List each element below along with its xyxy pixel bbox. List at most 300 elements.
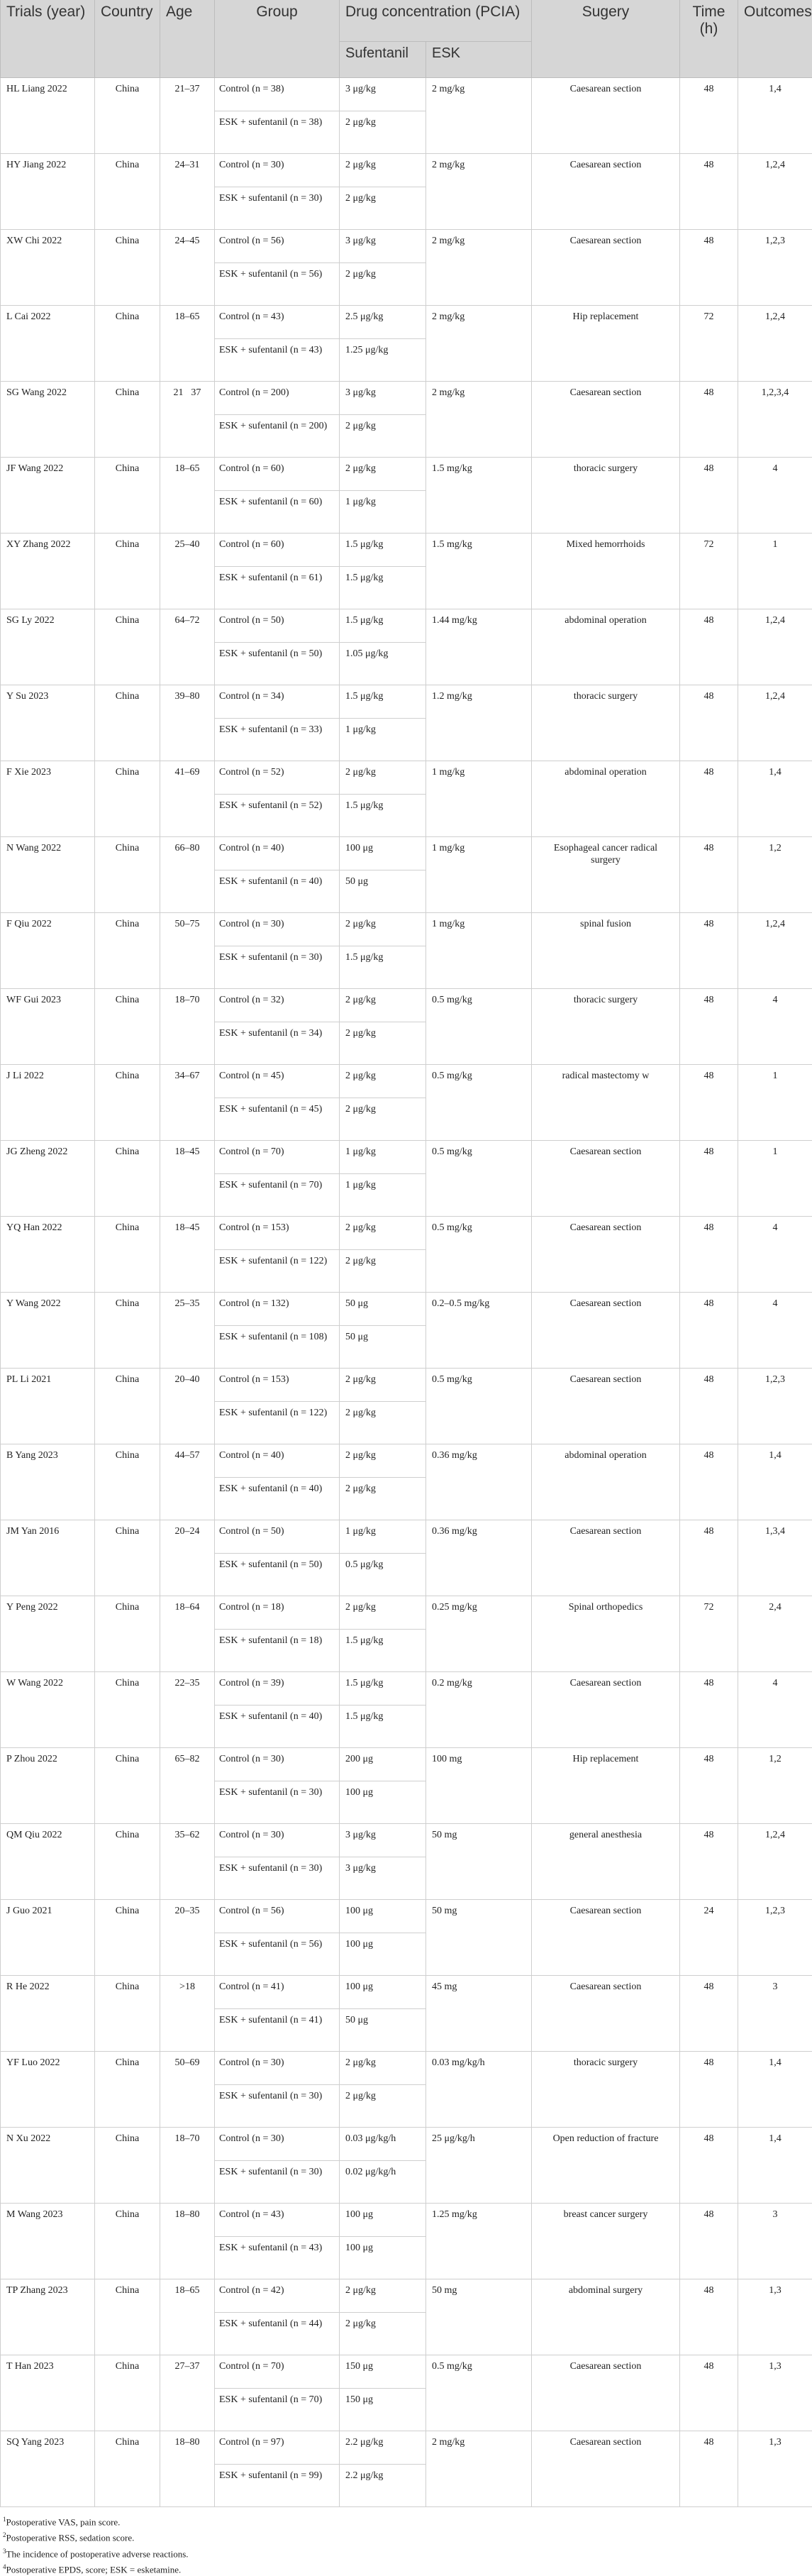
trial-name-cell: B Yang 2023 (1, 1444, 95, 1520)
time-cell: 48 (680, 382, 738, 458)
outcomes-cell: 1,2 (738, 837, 812, 913)
age-cell: 35–62 (160, 1824, 215, 1900)
sufentanil-control-cell: 2 μg/kg (340, 2279, 426, 2313)
footnotes (0, 2507, 812, 2576)
esk-group-cell: ESK + sufentanil (n = 122) (215, 1250, 340, 1293)
table-row (1, 382, 812, 415)
outcomes-cell: 1,2,4 (738, 154, 812, 230)
footnote-mark: 1 (3, 2516, 6, 2523)
sufentanil-control-cell: 1.5 μg/kg (340, 1672, 426, 1706)
table-row (1, 685, 812, 719)
esk-dose-cell: 0.36 mg/kg (426, 1520, 532, 1596)
esk-group-cell: ESK + sufentanil (n = 43) (215, 339, 340, 382)
trial-name-cell: F Qiu 2022 (1, 913, 95, 989)
country-cell: China (95, 306, 160, 382)
esk-group-cell: ESK + sufentanil (n = 60) (215, 491, 340, 534)
esk-group-cell: ESK + sufentanil (n = 41) (215, 2009, 340, 2052)
sufentanil-esk-cell: 100 μg (340, 2237, 426, 2279)
esk-group-cell: ESK + sufentanil (n = 52) (215, 795, 340, 837)
age-cell: 25–35 (160, 1293, 215, 1369)
table-row (1, 1369, 812, 1402)
time-cell: 72 (680, 1596, 738, 1672)
header-esk: ESK (426, 42, 532, 78)
surgery-cell: Caesarean section (532, 78, 680, 154)
sufentanil-control-cell: 1.5 μg/kg (340, 534, 426, 567)
control-group-cell: Control (n = 153) (215, 1369, 340, 1402)
surgery-cell: Caesarean section (532, 1369, 680, 1444)
outcomes-cell: 1,4 (738, 1444, 812, 1520)
control-group-cell: Control (n = 18) (215, 1596, 340, 1630)
table-row (1, 1444, 812, 1478)
surgery-cell: Caesarean section (532, 1976, 680, 2052)
trial-name-cell: Y Peng 2022 (1, 1596, 95, 1672)
header-time: Time (h) (680, 0, 738, 78)
esk-dose-cell: 0.5 mg/kg (426, 1065, 532, 1141)
control-group-cell: Control (n = 132) (215, 1293, 340, 1326)
table-row (1, 1520, 812, 1554)
esk-dose-cell: 1.2 mg/kg (426, 685, 532, 761)
sufentanil-control-cell: 50 μg (340, 1293, 426, 1326)
esk-dose-cell: 0.36 mg/kg (426, 1444, 532, 1520)
trial-name-cell: WF Gui 2023 (1, 989, 95, 1065)
sufentanil-esk-cell: 1.5 μg/kg (340, 1706, 426, 1748)
trial-name-cell: JM Yan 2016 (1, 1520, 95, 1596)
trial-name-cell: J Li 2022 (1, 1065, 95, 1141)
country-cell: China (95, 609, 160, 685)
sufentanil-esk-cell: 1.05 μg/kg (340, 643, 426, 685)
sufentanil-esk-cell: 1.25 μg/kg (340, 339, 426, 382)
table-row (1, 1596, 812, 1630)
country-cell: China (95, 1672, 160, 1748)
sufentanil-esk-cell: 1.5 μg/kg (340, 946, 426, 989)
esk-dose-cell: 50 mg (426, 1824, 532, 1900)
age-cell: 66–80 (160, 837, 215, 913)
esk-group-cell: ESK + sufentanil (n = 45) (215, 1098, 340, 1141)
sufentanil-control-cell: 2 μg/kg (340, 1444, 426, 1478)
outcomes-cell: 1,3 (738, 2279, 812, 2355)
age-cell: 41–69 (160, 761, 215, 837)
esk-dose-cell: 45 mg (426, 1976, 532, 2052)
table-row (1, 989, 812, 1022)
trial-name-cell: YF Luo 2022 (1, 2052, 95, 2128)
esk-dose-cell: 50 mg (426, 1900, 532, 1976)
surgery-cell: abdominal surgery (532, 2279, 680, 2355)
time-cell: 48 (680, 1444, 738, 1520)
sufentanil-control-cell: 1.5 μg/kg (340, 609, 426, 643)
outcomes-cell: 1,2,3 (738, 1900, 812, 1976)
age-cell: 44–57 (160, 1444, 215, 1520)
age-cell: 18–65 (160, 2279, 215, 2355)
country-cell: China (95, 761, 160, 837)
sufentanil-control-cell: 100 μg (340, 2204, 426, 2237)
surgery-cell: Caesarean section (532, 2431, 680, 2507)
surgery-cell: Caesarean section (532, 1672, 680, 1748)
sufentanil-control-cell: 150 μg (340, 2355, 426, 2389)
surgery-cell: radical mastectomy w (532, 1065, 680, 1141)
control-group-cell: Control (n = 30) (215, 1748, 340, 1781)
surgery-cell: abdominal operation (532, 761, 680, 837)
sufentanil-control-cell: 3 μg/kg (340, 382, 426, 415)
surgery-cell: abdominal operation (532, 609, 680, 685)
time-cell: 48 (680, 1824, 738, 1900)
esk-group-cell: ESK + sufentanil (n = 44) (215, 2313, 340, 2355)
country-cell: China (95, 458, 160, 534)
esk-dose-cell: 1 mg/kg (426, 761, 532, 837)
control-group-cell: Control (n = 42) (215, 2279, 340, 2313)
trial-name-cell: YQ Han 2022 (1, 1217, 95, 1293)
trial-name-cell: Y Su 2023 (1, 685, 95, 761)
time-cell: 48 (680, 837, 738, 913)
sufentanil-control-cell: 2 μg/kg (340, 989, 426, 1022)
time-cell: 72 (680, 534, 738, 609)
esk-group-cell: ESK + sufentanil (n = 70) (215, 1174, 340, 1217)
time-cell: 48 (680, 609, 738, 685)
esk-dose-cell: 2 mg/kg (426, 154, 532, 230)
table-row (1, 1293, 812, 1326)
time-cell: 48 (680, 2279, 738, 2355)
control-group-cell: Control (n = 30) (215, 2052, 340, 2085)
header-trials: Trials (year) (1, 0, 95, 78)
sufentanil-control-cell: 1.5 μg/kg (340, 685, 426, 719)
surgery-cell: thoracic surgery (532, 989, 680, 1065)
age-cell: 27–37 (160, 2355, 215, 2431)
footnote (3, 2513, 809, 2528)
sufentanil-control-cell: 2 μg/kg (340, 761, 426, 795)
sufentanil-control-cell: 3 μg/kg (340, 1824, 426, 1857)
header-sufentanil: Sufentanil (340, 42, 426, 78)
surgery-cell: Open reduction of fracture (532, 2128, 680, 2204)
time-cell: 24 (680, 1900, 738, 1976)
footnote (3, 2560, 809, 2576)
control-group-cell: Control (n = 50) (215, 1520, 340, 1554)
country-cell: China (95, 2204, 160, 2279)
esk-dose-cell: 1.5 mg/kg (426, 458, 532, 534)
control-group-cell: Control (n = 43) (215, 306, 340, 339)
trial-name-cell: TP Zhang 2023 (1, 2279, 95, 2355)
esk-group-cell: ESK + sufentanil (n = 18) (215, 1630, 340, 1672)
esk-dose-cell: 0.5 mg/kg (426, 989, 532, 1065)
outcomes-cell: 1,2,4 (738, 1824, 812, 1900)
esk-dose-cell: 1 mg/kg (426, 837, 532, 913)
country-cell: China (95, 1293, 160, 1369)
sufentanil-esk-cell: 2 μg/kg (340, 2085, 426, 2128)
outcomes-cell: 4 (738, 1293, 812, 1369)
age-cell: 25–40 (160, 534, 215, 609)
time-cell: 48 (680, 2204, 738, 2279)
time-cell: 48 (680, 2431, 738, 2507)
esk-group-cell: ESK + sufentanil (n = 40) (215, 1478, 340, 1520)
header-age: Age (160, 0, 215, 78)
table-row (1, 2204, 812, 2237)
age-cell: 18–45 (160, 1217, 215, 1293)
esk-group-cell: ESK + sufentanil (n = 30) (215, 1781, 340, 1824)
sufentanil-esk-cell: 1.5 μg/kg (340, 795, 426, 837)
age-cell: 20–40 (160, 1369, 215, 1444)
surgery-cell: Hip replacement (532, 1748, 680, 1824)
country-cell: China (95, 1444, 160, 1520)
footnote-text: The incidence of postoperative adverse reactions. (6, 2548, 189, 2559)
table-row (1, 2355, 812, 2389)
footnote (3, 2545, 809, 2560)
esk-group-cell: ESK + sufentanil (n = 43) (215, 2237, 340, 2279)
country-cell: China (95, 2355, 160, 2431)
country-cell: China (95, 2279, 160, 2355)
table-row (1, 1141, 812, 1174)
country-cell: China (95, 989, 160, 1065)
surgery-cell: abdominal operation (532, 1444, 680, 1520)
sufentanil-control-cell: 3 μg/kg (340, 78, 426, 111)
table-row (1, 2052, 812, 2085)
country-cell: China (95, 837, 160, 913)
control-group-cell: Control (n = 30) (215, 154, 340, 187)
trial-name-cell: XW Chi 2022 (1, 230, 95, 306)
age-cell: 65–82 (160, 1748, 215, 1824)
esk-dose-cell: 1 mg/kg (426, 913, 532, 989)
outcomes-cell: 1,2,3 (738, 1369, 812, 1444)
control-group-cell: Control (n = 50) (215, 609, 340, 643)
surgery-cell: Spinal orthopedics (532, 1596, 680, 1672)
age-cell: 34–67 (160, 1065, 215, 1141)
control-group-cell: Control (n = 40) (215, 1444, 340, 1478)
esk-group-cell: ESK + sufentanil (n = 50) (215, 1554, 340, 1596)
outcomes-cell: 1,3 (738, 2355, 812, 2431)
control-group-cell: Control (n = 153) (215, 1217, 340, 1250)
sufentanil-esk-cell: 1 μg/kg (340, 719, 426, 761)
sufentanil-esk-cell: 2.2 μg/kg (340, 2465, 426, 2507)
table-row (1, 1900, 812, 1933)
esk-dose-cell: 0.5 mg/kg (426, 1141, 532, 1217)
control-group-cell: Control (n = 200) (215, 382, 340, 415)
country-cell: China (95, 1217, 160, 1293)
sufentanil-control-cell: 2 μg/kg (340, 1217, 426, 1250)
trial-name-cell: Y Wang 2022 (1, 1293, 95, 1369)
esk-dose-cell: 1.25 mg/kg (426, 2204, 532, 2279)
time-cell: 48 (680, 2128, 738, 2204)
esk-dose-cell: 2 mg/kg (426, 230, 532, 306)
esk-dose-cell: 1.44 mg/kg (426, 609, 532, 685)
table-row (1, 2279, 812, 2313)
esk-group-cell: ESK + sufentanil (n = 50) (215, 643, 340, 685)
outcomes-cell: 1 (738, 1065, 812, 1141)
age-cell: 20–35 (160, 1900, 215, 1976)
sufentanil-esk-cell: 2 μg/kg (340, 187, 426, 230)
outcomes-cell: 1,3,4 (738, 1520, 812, 1596)
time-cell: 48 (680, 2052, 738, 2128)
sufentanil-esk-cell: 100 μg (340, 1933, 426, 1976)
table-row (1, 230, 812, 263)
esk-dose-cell: 0.2–0.5 mg/kg (426, 1293, 532, 1369)
age-cell: 50–69 (160, 2052, 215, 2128)
sufentanil-control-cell: 2 μg/kg (340, 1065, 426, 1098)
sufentanil-esk-cell: 100 μg (340, 1781, 426, 1824)
trial-name-cell: SQ Yang 2023 (1, 2431, 95, 2507)
sufentanil-esk-cell: 50 μg (340, 2009, 426, 2052)
age-cell: 21􀀀37 (160, 382, 215, 458)
sufentanil-esk-cell: 2 μg/kg (340, 263, 426, 306)
control-group-cell: Control (n = 97) (215, 2431, 340, 2465)
trial-name-cell: M Wang 2023 (1, 2204, 95, 2279)
control-group-cell: Control (n = 30) (215, 1824, 340, 1857)
trial-name-cell: N Xu 2022 (1, 2128, 95, 2204)
trial-name-cell: HL Liang 2022 (1, 78, 95, 154)
trial-name-cell: JG Zheng 2022 (1, 1141, 95, 1217)
age-cell: 39–80 (160, 685, 215, 761)
sufentanil-control-cell: 1 μg/kg (340, 1520, 426, 1554)
esk-group-cell: ESK + sufentanil (n = 30) (215, 946, 340, 989)
sufentanil-control-cell: 100 μg (340, 1976, 426, 2009)
esk-group-cell: ESK + sufentanil (n = 30) (215, 1857, 340, 1900)
trial-name-cell: PL Li 2021 (1, 1369, 95, 1444)
outcomes-cell: 1,4 (738, 78, 812, 154)
age-cell: 18–65 (160, 458, 215, 534)
footnote-mark: 3 (3, 2548, 6, 2555)
country-cell: China (95, 78, 160, 154)
table-row (1, 154, 812, 187)
sufentanil-control-cell: 2 μg/kg (340, 913, 426, 946)
control-group-cell: Control (n = 60) (215, 534, 340, 567)
trial-name-cell: XY Zhang 2022 (1, 534, 95, 609)
control-group-cell: Control (n = 43) (215, 2204, 340, 2237)
surgery-cell: spinal fusion (532, 913, 680, 989)
esk-group-cell: ESK + sufentanil (n = 56) (215, 1933, 340, 1976)
age-cell: 18–80 (160, 2431, 215, 2507)
outcomes-cell: 1,4 (738, 761, 812, 837)
time-cell: 48 (680, 1672, 738, 1748)
trial-name-cell: R He 2022 (1, 1976, 95, 2052)
sufentanil-esk-cell: 1 μg/kg (340, 1174, 426, 1217)
table-row (1, 78, 812, 111)
outcomes-cell: 1,2,4 (738, 306, 812, 382)
country-cell: China (95, 685, 160, 761)
table-body (1, 78, 812, 2507)
control-group-cell: Control (n = 56) (215, 1900, 340, 1933)
table-row (1, 1065, 812, 1098)
country-cell: China (95, 1596, 160, 1672)
trial-name-cell: T Han 2023 (1, 2355, 95, 2431)
sufentanil-esk-cell: 0.02 μg/kg/h (340, 2161, 426, 2204)
surgery-cell: Esophageal cancer radical surgery (532, 837, 680, 913)
country-cell: China (95, 2052, 160, 2128)
time-cell: 48 (680, 1748, 738, 1824)
esk-dose-cell: 100 mg (426, 1748, 532, 1824)
trial-name-cell: W Wang 2022 (1, 1672, 95, 1748)
esk-group-cell: ESK + sufentanil (n = 38) (215, 111, 340, 154)
esk-group-cell: ESK + sufentanil (n = 108) (215, 1326, 340, 1369)
trial-name-cell: HY Jiang 2022 (1, 154, 95, 230)
time-cell: 48 (680, 1217, 738, 1293)
surgery-cell: Caesarean section (532, 1900, 680, 1976)
sufentanil-esk-cell: 2 μg/kg (340, 1250, 426, 1293)
control-group-cell: Control (n = 30) (215, 913, 340, 946)
country-cell: China (95, 1976, 160, 2052)
control-group-cell: Control (n = 41) (215, 1976, 340, 2009)
table-row (1, 913, 812, 946)
control-group-cell: Control (n = 40) (215, 837, 340, 870)
footnote-text: Postoperative EPDS, score; ESK = esketamine. (6, 2564, 182, 2575)
table-row (1, 761, 812, 795)
control-group-cell: Control (n = 52) (215, 761, 340, 795)
table-row (1, 837, 812, 870)
time-cell: 48 (680, 154, 738, 230)
trial-name-cell: F Xie 2023 (1, 761, 95, 837)
esk-group-cell: ESK + sufentanil (n = 56) (215, 263, 340, 306)
esk-group-cell: ESK + sufentanil (n = 99) (215, 2465, 340, 2507)
control-group-cell: Control (n = 39) (215, 1672, 340, 1706)
control-group-cell: Control (n = 60) (215, 458, 340, 491)
country-cell: China (95, 1748, 160, 1824)
table-row (1, 1217, 812, 1250)
footnote-mark: 4 (3, 2563, 6, 2570)
sufentanil-esk-cell: 0.5 μg/kg (340, 1554, 426, 1596)
sufentanil-esk-cell: 50 μg (340, 870, 426, 913)
outcomes-cell: 1,4 (738, 2128, 812, 2204)
sufentanil-esk-cell: 1.5 μg/kg (340, 1630, 426, 1672)
esk-dose-cell: 2 mg/kg (426, 306, 532, 382)
outcomes-cell: 1,2,4 (738, 685, 812, 761)
surgery-cell: Caesarean section (532, 2355, 680, 2431)
sufentanil-control-cell: 2 μg/kg (340, 1369, 426, 1402)
time-cell: 48 (680, 78, 738, 154)
time-cell: 48 (680, 1065, 738, 1141)
sufentanil-esk-cell: 2 μg/kg (340, 1022, 426, 1065)
outcomes-cell: 4 (738, 1672, 812, 1748)
esk-dose-cell: 2 mg/kg (426, 2431, 532, 2507)
table-row (1, 2431, 812, 2465)
footnote-mark: 2 (3, 2531, 6, 2538)
country-cell: China (95, 1900, 160, 1976)
sufentanil-esk-cell: 2 μg/kg (340, 1402, 426, 1444)
surgery-cell: Caesarean section (532, 1217, 680, 1293)
country-cell: China (95, 382, 160, 458)
outcomes-cell: 1,2,3 (738, 230, 812, 306)
surgery-cell: Caesarean section (532, 154, 680, 230)
time-cell: 48 (680, 1293, 738, 1369)
surgery-cell: Caesarean section (532, 1293, 680, 1369)
age-cell: 20–24 (160, 1520, 215, 1596)
surgery-cell: breast cancer surgery (532, 2204, 680, 2279)
footnote-text: Postoperative RSS, sedation score. (6, 2533, 135, 2543)
country-cell: China (95, 1824, 160, 1900)
time-cell: 48 (680, 458, 738, 534)
sufentanil-control-cell: 3 μg/kg (340, 230, 426, 263)
table-row (1, 1976, 812, 2009)
esk-group-cell: ESK + sufentanil (n = 34) (215, 1022, 340, 1065)
sufentanil-control-cell: 2.2 μg/kg (340, 2431, 426, 2465)
sufentanil-control-cell: 2 μg/kg (340, 458, 426, 491)
country-cell: China (95, 1065, 160, 1141)
age-cell: >18 (160, 1976, 215, 2052)
surgery-cell: Hip replacement (532, 306, 680, 382)
sufentanil-esk-cell: 2 μg/kg (340, 1478, 426, 1520)
sufentanil-esk-cell: 2 μg/kg (340, 111, 426, 154)
country-cell: China (95, 1369, 160, 1444)
outcomes-cell: 4 (738, 989, 812, 1065)
surgery-cell: Caesarean section (532, 382, 680, 458)
header-drug-concentration: Drug concentration (PCIA) (340, 0, 532, 42)
surgery-cell: thoracic surgery (532, 458, 680, 534)
surgery-cell: thoracic surgery (532, 685, 680, 761)
age-cell: 18–70 (160, 2128, 215, 2204)
time-cell: 48 (680, 230, 738, 306)
esk-dose-cell: 2 mg/kg (426, 382, 532, 458)
trial-name-cell: J Guo 2021 (1, 1900, 95, 1976)
sufentanil-control-cell: 2 μg/kg (340, 2052, 426, 2085)
sufentanil-control-cell: 2 μg/kg (340, 1596, 426, 1630)
age-cell: 18–64 (160, 1596, 215, 1672)
outcomes-cell: 1,2,4 (738, 609, 812, 685)
time-cell: 72 (680, 306, 738, 382)
header-group: Group (215, 0, 340, 78)
